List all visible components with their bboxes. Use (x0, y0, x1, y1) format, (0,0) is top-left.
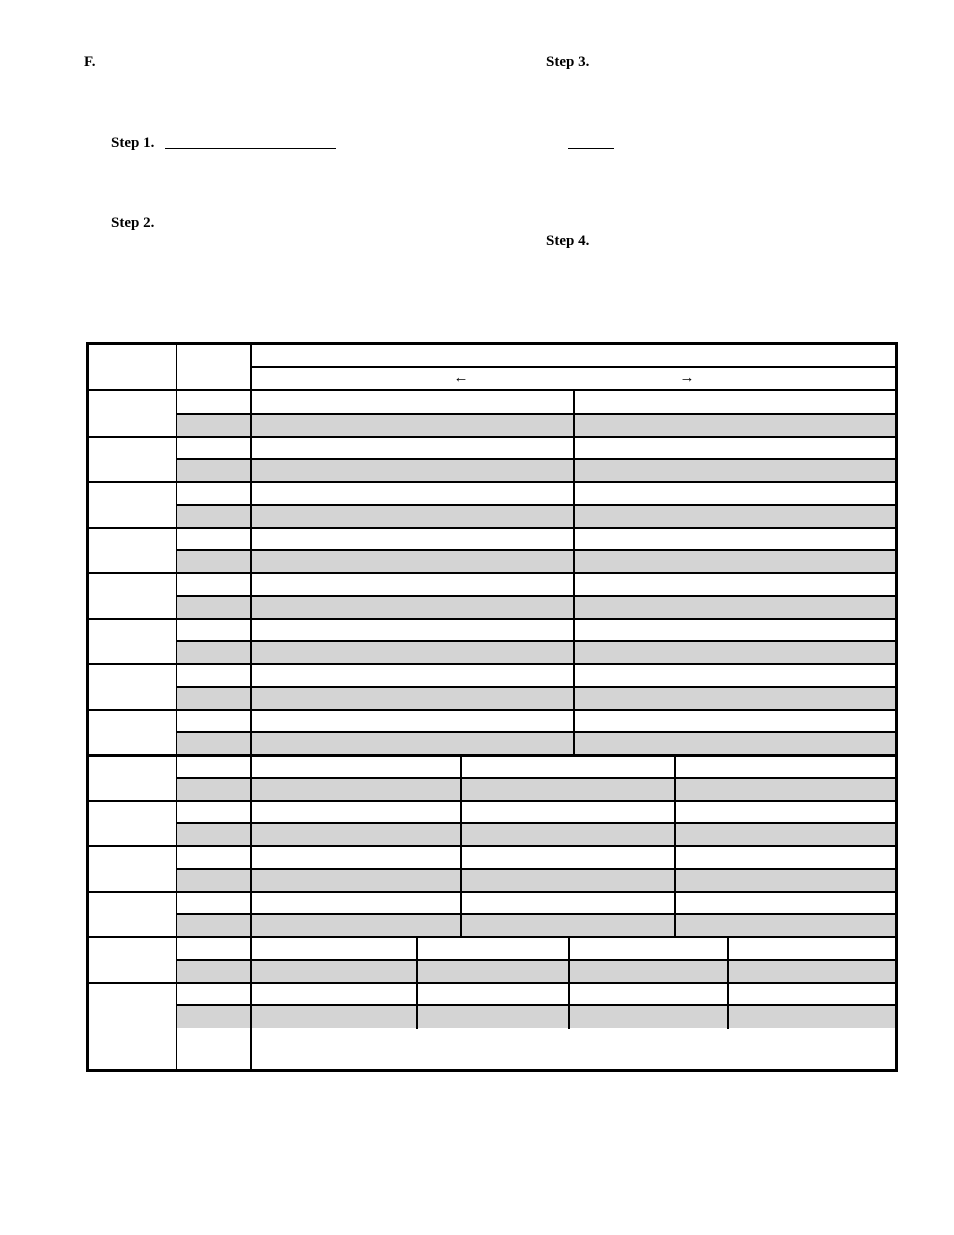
group-10-cell-2[interactable] (462, 802, 674, 823)
group-13-cell-2[interactable] (418, 938, 568, 959)
shaded-row (176, 914, 897, 937)
group-1-cell-1[interactable] (252, 392, 573, 413)
group-5-cell-1[interactable] (252, 574, 573, 595)
shaded-row (176, 732, 897, 755)
header-rule (250, 366, 898, 368)
group-5-cell-2[interactable] (575, 574, 895, 595)
shaded-row (176, 960, 897, 983)
group-4-cell-1[interactable] (252, 529, 573, 550)
group-3-cell-2[interactable] (575, 483, 895, 504)
group-10-cell-3[interactable] (676, 802, 895, 823)
table-border-bottom (86, 1069, 898, 1072)
shaded-row (176, 596, 897, 619)
group-9-cell-3[interactable] (676, 756, 895, 777)
subrow-divider (176, 868, 898, 870)
group-11-cell-2[interactable] (462, 847, 674, 868)
table-border-right (895, 342, 898, 1072)
group-13-cell-1[interactable] (252, 938, 416, 959)
step-1-label: Step 1. (111, 135, 155, 151)
group-7-cell-2[interactable] (575, 665, 895, 686)
group-2-cell-1[interactable] (252, 438, 573, 459)
group-9-cell-1[interactable] (252, 756, 460, 777)
group-8-cell-2[interactable] (575, 711, 895, 732)
shaded-row (176, 459, 897, 482)
shaded-row (176, 1005, 897, 1028)
shaded-row (176, 550, 897, 573)
group-6-cell-1[interactable] (252, 620, 573, 641)
subrow-divider (176, 777, 898, 779)
shaded-row (176, 641, 897, 664)
shaded-row (176, 505, 897, 528)
step-4-label: Step 4. (546, 233, 590, 249)
group-1-cell-2[interactable] (575, 392, 895, 413)
group-14-cell-4[interactable] (729, 984, 895, 1005)
data-table (86, 342, 898, 1072)
subrow-divider (176, 504, 898, 506)
subrow-divider (176, 595, 898, 597)
section-label: F. (84, 54, 96, 70)
subrow-divider (176, 686, 898, 688)
group-3-cell-1[interactable] (252, 483, 573, 504)
group-12-cell-3[interactable] (676, 893, 895, 914)
group-10-cell-1[interactable] (252, 802, 460, 823)
group-12-cell-1[interactable] (252, 893, 460, 914)
left-arrow-icon: ← (453, 370, 469, 386)
table-border-left (86, 342, 89, 1072)
group-13-cell-4[interactable] (729, 938, 895, 959)
subrow-divider (176, 413, 898, 415)
group-4-cell-2[interactable] (575, 529, 895, 550)
group-14-cell-2[interactable] (418, 984, 568, 1005)
group-13-cell-3[interactable] (570, 938, 727, 959)
table-border-top (86, 342, 898, 345)
shaded-row (176, 778, 897, 801)
group-12-cell-2[interactable] (462, 893, 674, 914)
step-3-label: Step 3. (546, 54, 590, 70)
group-14-cell-1[interactable] (252, 984, 416, 1005)
header-bottom-rule (86, 389, 898, 391)
group-8-cell-1[interactable] (252, 711, 573, 732)
group-6-cell-2[interactable] (575, 620, 895, 641)
step-3-answer-line[interactable] (568, 148, 614, 149)
shaded-row (176, 869, 897, 892)
shaded-row (176, 687, 897, 710)
group-14-cell-3[interactable] (570, 984, 727, 1005)
group-11-cell-1[interactable] (252, 847, 460, 868)
shaded-row (176, 414, 897, 437)
step-1-answer-line[interactable] (165, 148, 336, 149)
right-arrow-icon: → (679, 370, 695, 386)
step-2-label: Step 2. (111, 215, 155, 231)
subrow-divider (176, 959, 898, 961)
group-11-cell-3[interactable] (676, 847, 895, 868)
shaded-row (176, 823, 897, 846)
group-7-cell-1[interactable] (252, 665, 573, 686)
group-9-cell-2[interactable] (462, 756, 674, 777)
group-2-cell-2[interactable] (575, 438, 895, 459)
column-divider (176, 342, 177, 1072)
